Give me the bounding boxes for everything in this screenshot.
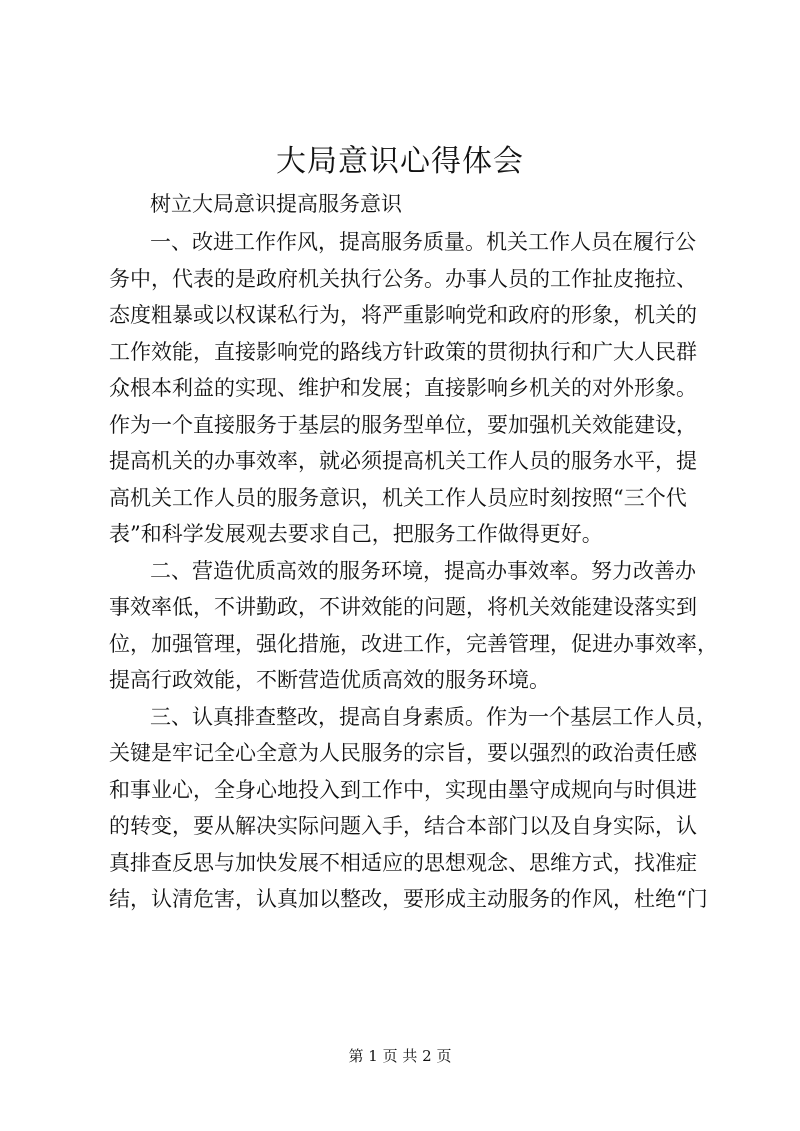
text-line: 位，加强管理，强化措施，改进工作，完善管理，促进办事效率， [109, 632, 718, 656]
text-line: 一、改进工作作风，提高服务质量。机关工作人员在履行公 [150, 230, 696, 254]
text-line: 务中，代表的是政府机关执行公务。办事人员的工作扯皮拖拉、 [109, 267, 697, 291]
text-line: 的转变，要从解决实际问题入手，结合本部门以及自身实际，认 [109, 814, 697, 838]
text-line: 表”和科学发展观去要求自己，把服务工作做得更好。 [109, 522, 603, 546]
page-footer: 第 1 页 共 2 页 [348, 1047, 452, 1065]
document-subtitle: 树立大局意识提高服务意识 [150, 192, 402, 216]
text-line: 关键是牢记全心全意为人民服务的宗旨，要以强烈的政治责任感 [109, 741, 697, 765]
text-line: 众根本利益的实现、维护和发展；直接影响乡机关的对外形象。 [109, 376, 697, 400]
text-line: 工作效能，直接影响党的路线方针政策的贯彻执行和广大人民群 [109, 340, 697, 364]
text-line: 结，认清危害，认真加以整改，要形成主动服务的作风，杜绝“门 [109, 887, 708, 911]
text-line: 真排查反思与加快发展不相适应的思想观念、思维方式，找准症 [109, 851, 697, 875]
text-line: 事效率低，不讲勤政，不讲效能的问题，将机关效能建设落实到 [109, 595, 697, 619]
text-line: 二、营造优质高效的服务环境，提高办事效率。努力改善办 [150, 559, 696, 583]
text-line: 三、认真排查整改，提高自身素质。作为一个基层工作人员， [150, 705, 717, 729]
text-line: 作为一个直接服务于基层的服务型单位，要加强机关效能建设， [109, 413, 697, 437]
text-line: 提高行政效能，不断营造优质高效的服务环境。 [109, 668, 550, 692]
text-line: 和事业心，全身心地投入到工作中，实现由墨守成规向与时俱进 [109, 778, 697, 802]
text-line: 提高机关的办事效率，就必须提高机关工作人员的服务水平，提 [109, 449, 697, 473]
text-line: 高机关工作人员的服务意识，机关工作人员应时刻按照“三个代 [109, 486, 687, 510]
document-title: 大局意识心得体会 [276, 144, 524, 179]
text-line: 态度粗暴或以权谋私行为，将严重影响党和政府的形象，机关的 [109, 303, 697, 327]
